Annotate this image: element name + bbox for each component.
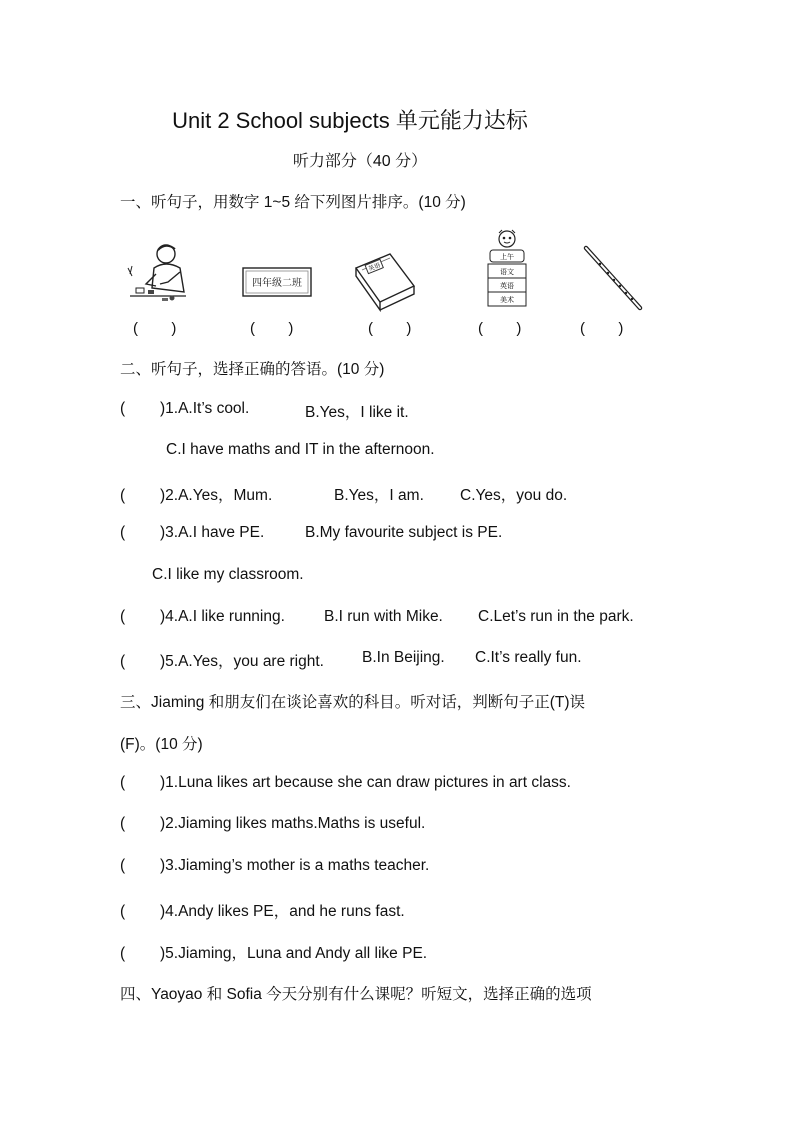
answer-blank-1[interactable]: ( ) xyxy=(133,320,177,337)
answer-blank-4[interactable]: ( ) xyxy=(478,320,522,337)
class-sign-icon xyxy=(240,264,314,302)
class-sign-text: 四年级二班 xyxy=(252,278,302,289)
s2-question-1 xyxy=(120,400,249,418)
picture-5 xyxy=(580,244,646,319)
answer-paren[interactable]: ( xyxy=(120,400,126,417)
timetable-row-3: 美术 xyxy=(500,296,514,304)
option-c: C.Yes，you do. xyxy=(460,487,568,504)
s2-question-2 xyxy=(120,483,272,505)
answer-paren[interactable]: ( xyxy=(120,653,126,670)
answer-blank-3[interactable]: ( ) xyxy=(368,320,412,337)
section2-heading: 二、听句子，选择正确的答语。(10 分) xyxy=(120,361,385,378)
timetable-icon xyxy=(484,228,530,310)
s3-item-5 xyxy=(120,941,427,963)
timetable-row-1: 语文 xyxy=(500,268,514,276)
answer-paren[interactable]: ( xyxy=(120,487,126,504)
option-b: B.In Beijing. xyxy=(362,649,445,666)
answer-paren[interactable]: ( xyxy=(120,857,126,874)
answer-paren[interactable]: ( xyxy=(120,608,126,625)
option-c: C.Let’s run in the park. xyxy=(478,608,634,625)
s3-item-2 xyxy=(120,815,425,833)
boy-making-model-icon xyxy=(122,240,194,308)
section1-heading: 一、听句子，用数字 1~5 给下列图片排序。(10 分) xyxy=(120,194,466,211)
picture-2 xyxy=(240,264,314,307)
timetable-row-2: 英语 xyxy=(500,282,514,290)
option-a: )1.A.It’s cool. xyxy=(160,400,250,417)
option-b: B.My favourite subject is PE. xyxy=(305,524,503,541)
page-title: Unit 2 School subjects 单元能力达标 xyxy=(172,108,528,133)
statement-text: )3.Jiaming’s mother is a maths teacher. xyxy=(160,857,430,874)
option-c: C.I have maths and IT in the afternoon. xyxy=(166,441,435,458)
statement-text: )1.Luna likes art because she can draw pictures in art class. xyxy=(160,774,571,791)
option-b: B.Yes，I like it. xyxy=(305,404,409,421)
answer-paren[interactable]: ( xyxy=(120,815,126,832)
page-subtitle: 听力部分（40 分） xyxy=(292,153,428,170)
picture-3 xyxy=(352,250,418,317)
option-a: )2.A.Yes，Mum. xyxy=(160,487,273,504)
option-a: )4.A.I like running. xyxy=(160,608,285,625)
timetable-header: 上午 xyxy=(500,253,514,261)
answer-paren[interactable]: ( xyxy=(120,903,126,920)
picture-4 xyxy=(484,228,530,315)
book-title-text: 英语 xyxy=(367,261,382,273)
section3-heading-line2: (F)。(10 分) xyxy=(120,736,203,753)
s2-question-4 xyxy=(120,608,285,626)
answer-blank-5[interactable]: ( ) xyxy=(580,320,624,337)
s2-question-5 xyxy=(120,649,324,671)
flute-icon xyxy=(580,244,646,314)
option-b: B.Yes，I am. xyxy=(334,487,424,504)
s3-item-3 xyxy=(120,857,429,875)
english-book-icon xyxy=(352,250,418,312)
section4-heading: 四、Yaoyao 和 Sofia 今天分别有什么课呢？听短文，选择正确的选项 xyxy=(120,986,592,1003)
statement-text: )5.Jiaming，Luna and Andy all like PE. xyxy=(160,945,428,962)
answer-blank-2[interactable]: ( ) xyxy=(250,320,294,337)
section3-heading-line1: 三、Jiaming 和朋友们在谈论喜欢的科目。听对话，判断句子正(T)误 xyxy=(120,694,586,711)
option-a: )3.A.I have PE. xyxy=(160,524,265,541)
statement-text: )4.Andy likes PE，and he runs fast. xyxy=(160,903,405,920)
answer-paren[interactable]: ( xyxy=(120,774,126,791)
option-a: )5.A.Yes，you are right. xyxy=(160,653,324,670)
statement-text: )2.Jiaming likes maths.Maths is useful. xyxy=(160,815,426,832)
s2-question-3 xyxy=(120,524,264,542)
s3-item-1 xyxy=(120,774,571,792)
s3-item-4 xyxy=(120,899,405,921)
answer-paren[interactable]: ( xyxy=(120,945,126,962)
option-c: C.I like my classroom. xyxy=(152,566,304,583)
picture-1 xyxy=(122,240,194,313)
option-b: B.I run with Mike. xyxy=(324,608,443,625)
answer-paren[interactable]: ( xyxy=(120,524,126,541)
option-c: C.It’s really fun. xyxy=(475,649,582,666)
